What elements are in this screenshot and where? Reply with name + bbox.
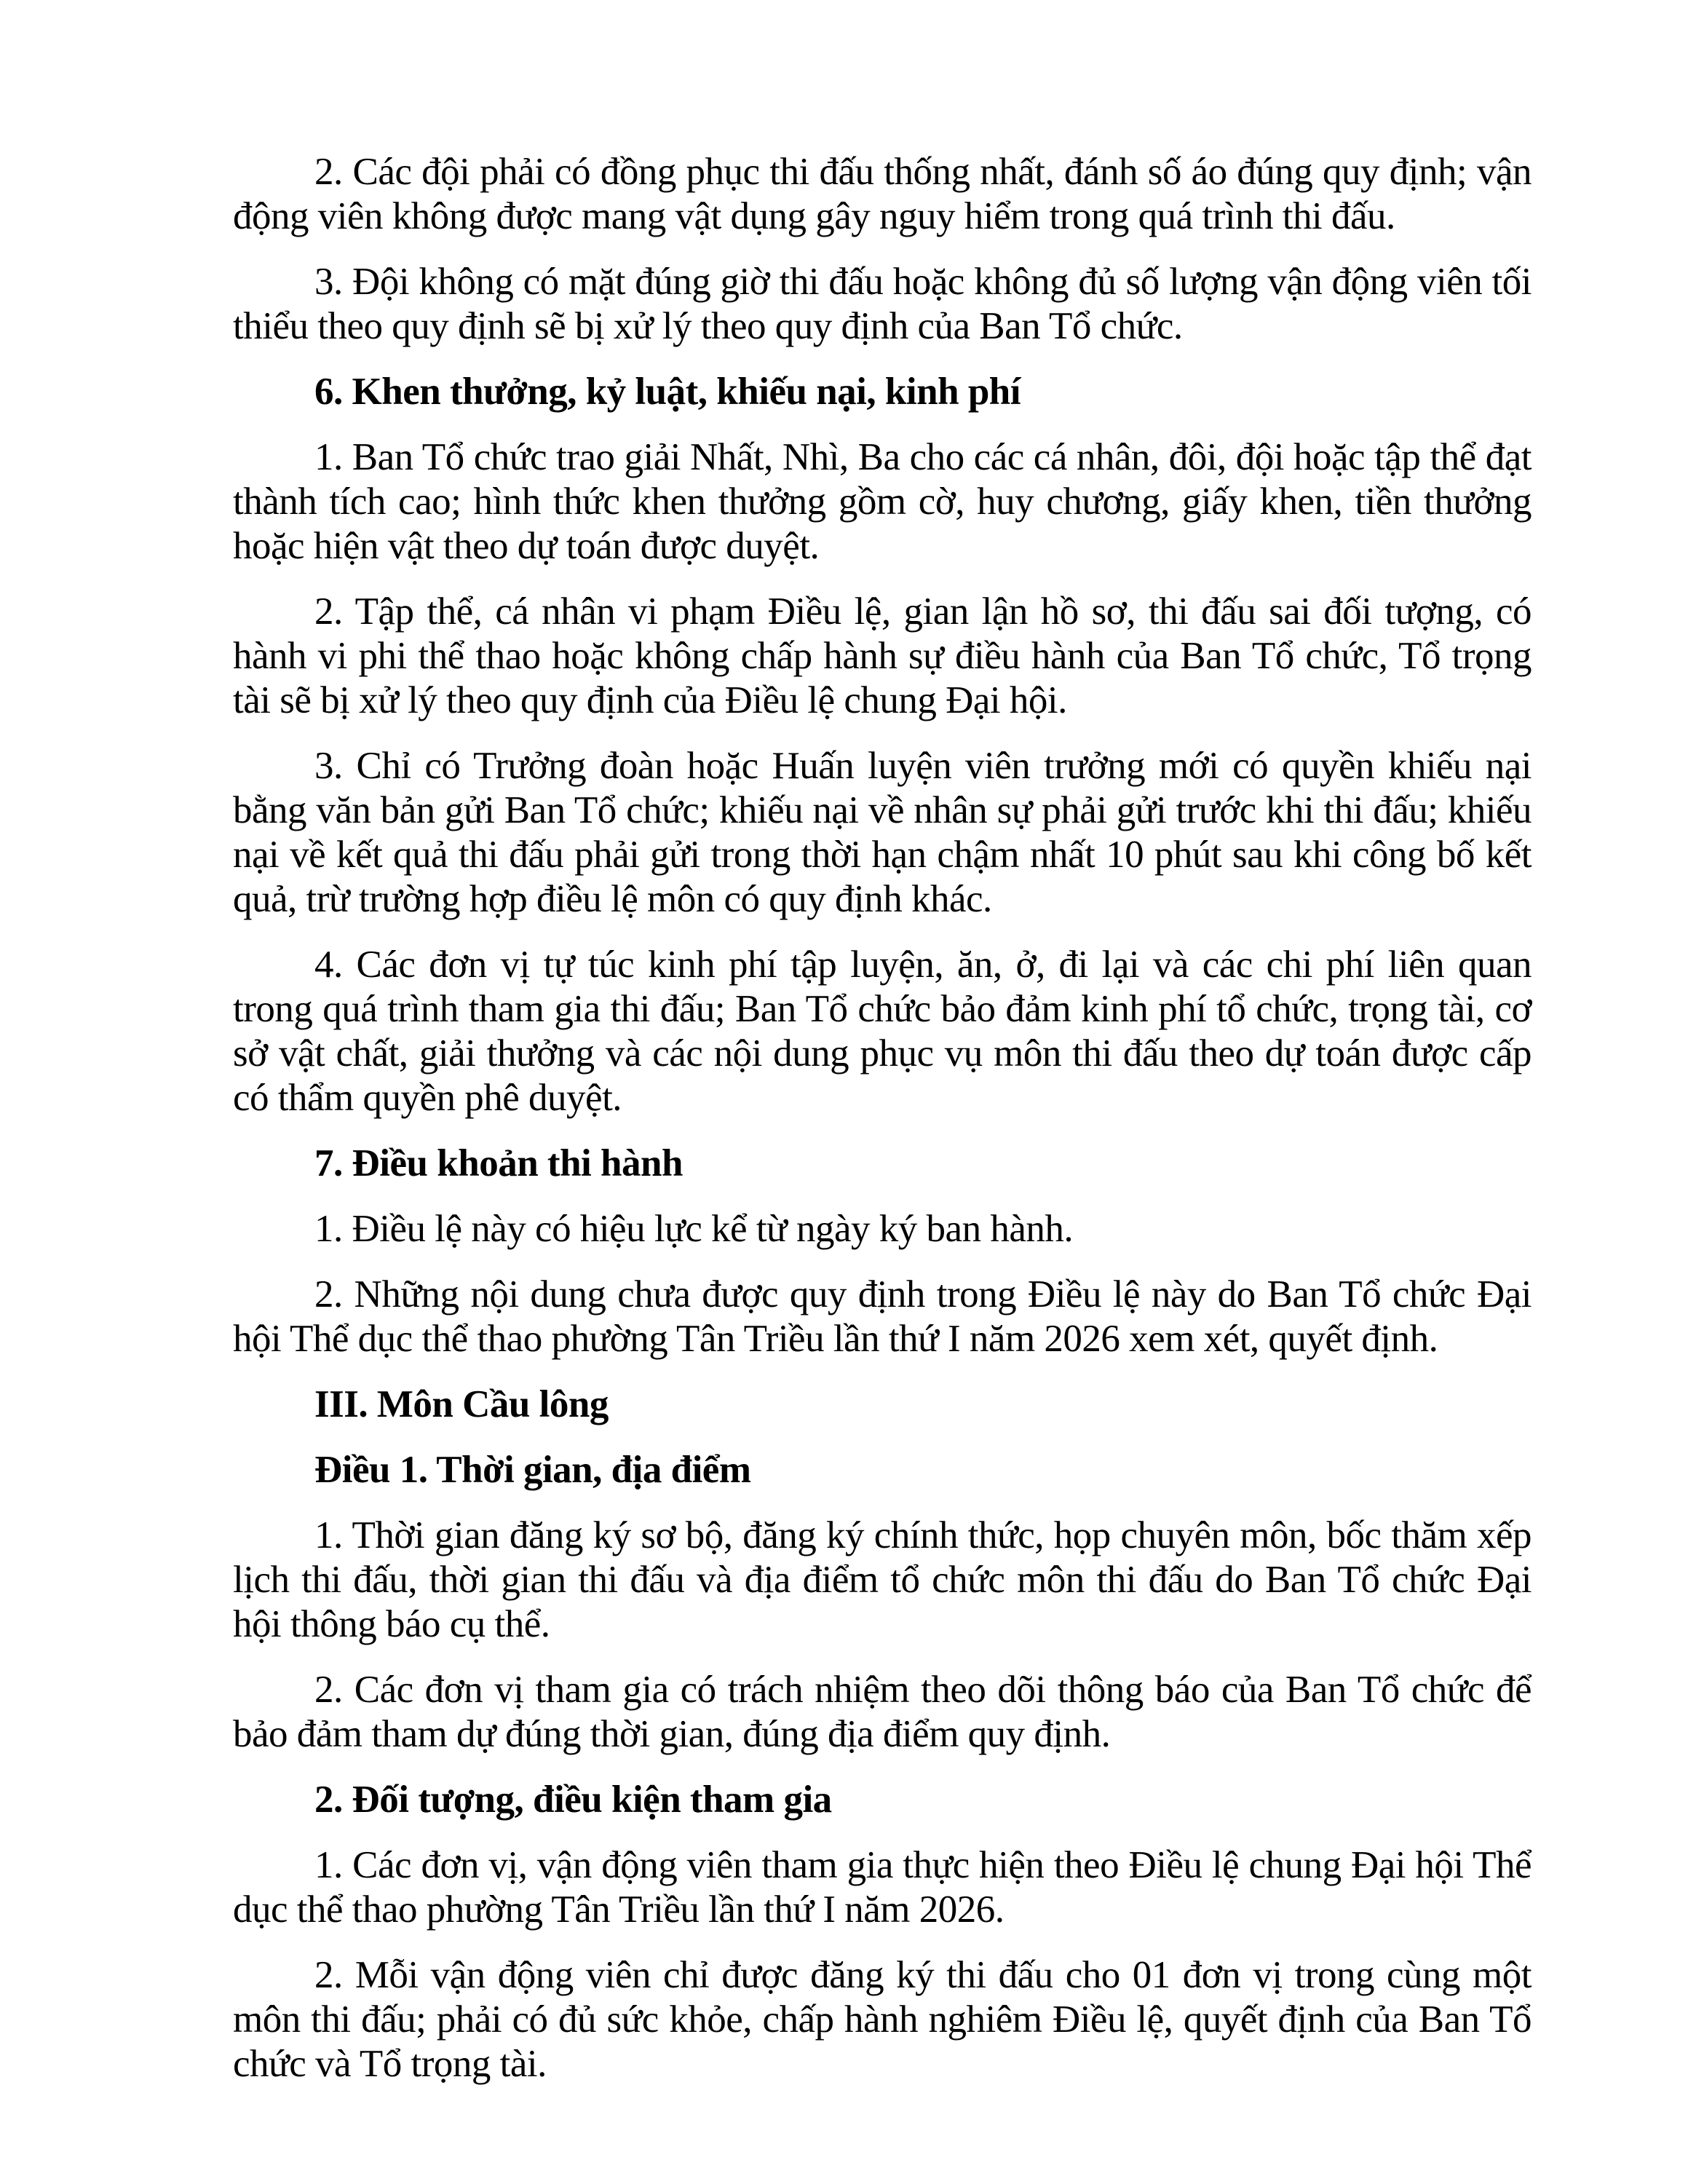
paragraph-uniform-rule: 2. Các đội phải có đồng phục thi đấu thống nhất, đánh số áo đúng quy định; vận động viên không được mang vật dụng gây nguy hiểm trong quá trình thi đấu. [233,151,1532,237]
document-text-block [233,150,1532,2108]
paragraph-funding: 4. Các đơn vị tự túc kinh phí tập luyện, ăn, ở, đi lại và các chi phí liên quan trong quá trình tham gia thi đấu; Ban Tổ chức bảo đảm kinh phí tổ chức, trọng tài, cơ sở vật chất, giải thưởng và các nội dung phục vụ môn thi đấu theo dự toán được cấp có thẩm quyền phê duyệt. [233,943,1532,1119]
paragraph-prizes: 1. Ban Tổ chức trao giải Nhất, Nhì, Ba cho các cá nhân, đôi, đội hoặc tập thể đạt thành tích cao; hình thức khen thưởng gồm cờ, huy chương, giấy khen, tiền thưởng hoặc hiện vật theo dự toán được duyệt. [233,436,1532,567]
section-heading-time-place: Điều 1. Thời gian, địa điểm [314,1449,751,1491]
paragraph-effective-date: 1. Điều lệ này có hiệu lực kể từ ngày ký ban hành. [314,1208,1074,1250]
paragraph-unregulated-content: 2. Những nội dung chưa được quy định trong Điều lệ này do Ban Tổ chức Đại hội Thể dục thể thao phường Tân Triều lần thứ I năm 2026 xem xét, quyết định. [233,1273,1532,1360]
paragraph-participants: 1. Các đơn vị, vận động viên tham gia thực hiện theo Điều lệ chung Đại hội Thể dục thể thao phường Tân Triều lần thứ I năm 2026. [233,1844,1532,1931]
paragraph-registration-rule: 2. Mỗi vận động viên chỉ được đăng ký thi đấu cho 01 đơn vị trong cùng một môn thi đấu; phải có đủ sức khỏe, chấp hành nghiêm Điều lệ, quyết định của Ban Tổ chức và Tổ trọng tài. [233,1954,1532,2085]
paragraph-schedule: 1. Thời gian đăng ký sơ bộ, đăng ký chính thức, họp chuyên môn, bốc thăm xếp lịch thi đấu, thời gian thi đấu và địa điểm tổ chức môn thi đấu do Ban Tổ chức Đại hội thông báo cụ thể. [233,1514,1532,1645]
section-heading-badminton: III. Môn Cầu lông [314,1383,609,1425]
section-heading-awards: 6. Khen thưởng, kỷ luật, khiếu nại, kinh phí [314,371,1021,413]
paragraph-late-team-rule: 3. Đội không có mặt đúng giờ thi đấu hoặc không đủ số lượng vận động viên tối thiểu theo quy định sẽ bị xử lý theo quy định của Ban Tổ chức. [233,261,1532,347]
section-heading-eligibility: 2. Đối tượng, điều kiện tham gia [314,1779,832,1821]
paragraph-follow-notice: 2. Các đơn vị tham gia có trách nhiệm theo dõi thông báo của Ban Tổ chức để bảo đảm tham dự đúng thời gian, đúng địa điểm quy định. [233,1669,1532,1755]
paragraph-complaints: 3. Chỉ có Trưởng đoàn hoặc Huấn luyện viên trưởng mới có quyền khiếu nại bằng văn bản gửi Ban Tổ chức; khiếu nại về nhân sự phải gửi trước khi thi đấu; khiếu nại về kết quả thi đấu phải gửi trong thời hạn chậm nhất 10 phút sau khi công bố kết quả, trừ trường hợp điều lệ môn có quy định khác. [233,745,1532,920]
section-heading-enforcement: 7. Điều khoản thi hành [314,1142,683,1184]
paragraph-violations: 2. Tập thể, cá nhân vi phạm Điều lệ, gian lận hồ sơ, thi đấu sai đối tượng, có hành vi phi thể thao hoặc không chấp hành sự điều hành của Ban Tổ chức, Tổ trọng tài sẽ bị xử lý theo quy định của Điều lệ chung Đại hội. [233,590,1532,721]
